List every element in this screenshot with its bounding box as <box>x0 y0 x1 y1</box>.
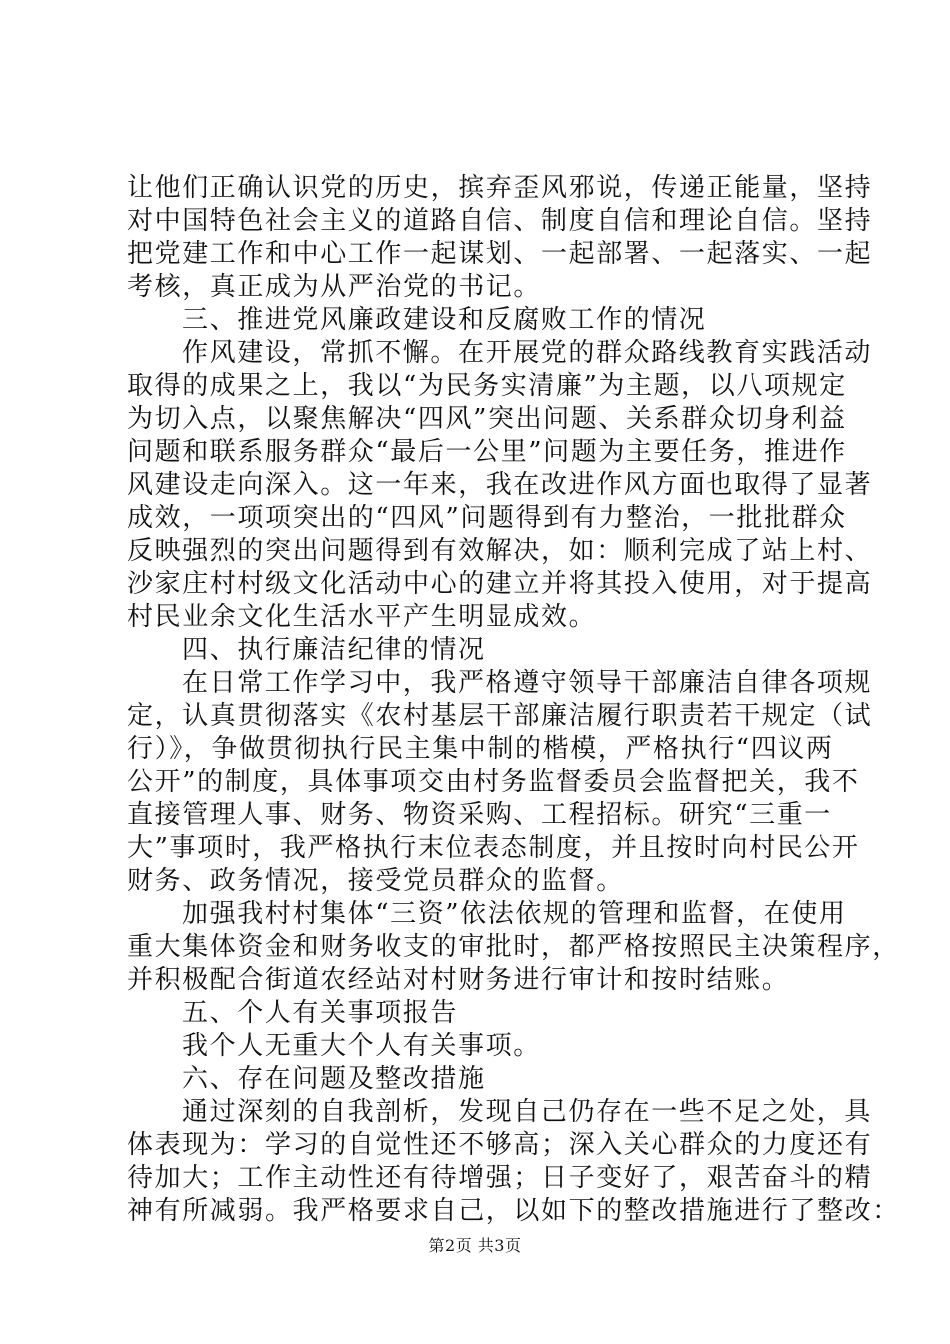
paragraph-line: 重大集体资金和财务收支的审批时，都严格按照民主决策程序， <box>127 932 900 962</box>
paragraph-line: 神有所减弱。我严格要求自己，以如下的整改措施进行了整改： <box>127 1196 900 1226</box>
paragraph-line: 在日常工作学习中，我严格遵守领导干部廉洁自律各项规 <box>182 668 873 698</box>
paragraph-line: 考核，真正成为从严治党的书记。 <box>127 272 542 302</box>
paragraph-line: 取得的成果之上，我以“为民务实清廉”为主题，以八项规定 <box>127 371 847 401</box>
paragraph-line: 直接管理人事、财务、物资采购、工程招标。研究“三重一 <box>127 800 832 830</box>
paragraph-line: 把党建工作和中心工作一起谋划、一起部署、一起落实、一起 <box>127 239 873 269</box>
paragraph-line: 让他们正确认识党的历史，摈弃歪风邪说，传递正能量，坚持 <box>127 173 873 203</box>
paragraph-line: 定，认真贯彻落实《农村基层干部廉洁履行职责若干规定（试 <box>127 701 873 731</box>
paragraph-line: 加强我村村集体“三资”依法依规的管理和监督，在使用 <box>182 899 847 929</box>
section-heading: 六、存在问题及整改措施 <box>182 1064 486 1094</box>
paragraph-line: 风建设走向深入。这一年来，我在改进作风方面也取得了显著 <box>127 470 873 500</box>
paragraph-line: 对中国特色社会主义的道路自信、制度自信和理论自信。坚持 <box>127 206 873 236</box>
paragraph-line: 大”事项时，我严格执行末位表态制度，并且按时向村民公开 <box>127 833 860 863</box>
page-footer <box>0 1235 950 1257</box>
paragraph-line: 村民业余文化生活水平产生明显成效。 <box>127 602 597 632</box>
section-heading: 四、执行廉洁纪律的情况 <box>182 635 486 665</box>
page-number: 第2页 共3页 <box>428 1236 522 1255</box>
paragraph-line: 成效，一项项突出的“四风”问题得到有力整治，一批批群众 <box>127 503 847 533</box>
paragraph-line: 通过深刻的自我剖析，发现自己仍存在一些不足之处，具 <box>182 1097 873 1127</box>
paragraph-line: 公开”的制度，具体事项交由村务监督委员会监督把关，我不 <box>127 767 860 797</box>
paragraph-line: 沙家庄村村级文化活动中心的建立并将其投入使用，对于提高 <box>127 569 873 599</box>
section-heading: 三、推进党风廉政建设和反腐败工作的情况 <box>182 305 707 335</box>
paragraph-line: 作风建设，常抓不懈。在开展党的群众路线教育实践活动 <box>182 338 873 368</box>
paragraph-line: 行）》，争做贯彻执行民主集中制的楷模，严格执行“四议两 <box>127 734 834 764</box>
paragraph-line: 为切入点，以聚焦解决“四风”突出问题、关系群众切身利益 <box>127 404 847 434</box>
paragraph-line: 财务、政务情况，接受党员群众的监督。 <box>127 866 624 896</box>
paragraph-line: 反映强烈的突出问题得到有效解决，如：顺利完成了站上村、 <box>127 536 873 566</box>
paragraph-line: 我个人无重大个人有关事项。 <box>182 1031 541 1061</box>
paragraph-line: 并积极配合街道农经站对村财务进行审计和按时结账。 <box>127 965 790 995</box>
section-heading: 五、个人有关事项报告 <box>182 998 459 1028</box>
paragraph-line: 待加大；工作主动性还有待增强；日子变好了，艰苦奋斗的精 <box>127 1163 873 1193</box>
paragraph-line: 问题和联系服务群众“最后一公里”问题为主要任务，推进作 <box>127 437 847 467</box>
paragraph-line: 体表现为：学习的自觉性还不够高；深入关心群众的力度还有 <box>127 1130 873 1160</box>
